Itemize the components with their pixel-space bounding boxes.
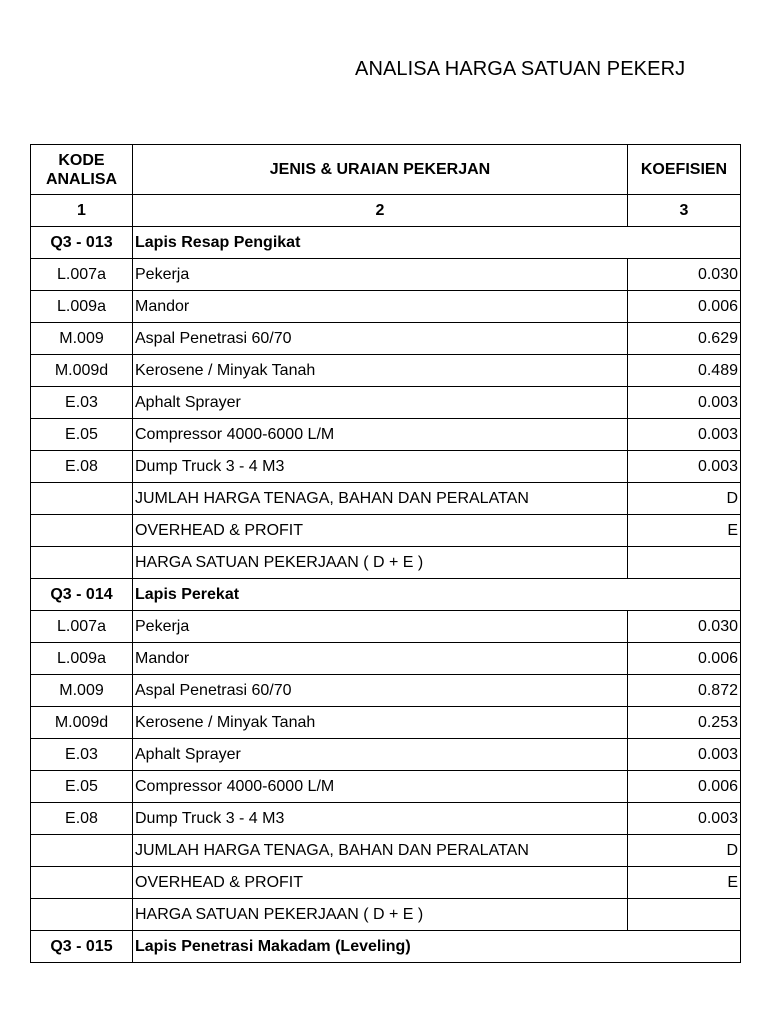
total-row bbox=[31, 867, 741, 899]
item-description: Dump Truck 3 - 4 M3 bbox=[133, 451, 628, 483]
item-description: Aspal Penetrasi 60/70 bbox=[133, 323, 628, 355]
table-row bbox=[31, 451, 741, 483]
total-description: JUMLAH HARGA TENAGA, BAHAN DAN PERALATAN bbox=[133, 835, 628, 867]
table-row bbox=[31, 355, 741, 387]
item-coefficient: 0.030 bbox=[628, 611, 741, 643]
column-number-2: 2 bbox=[133, 195, 628, 227]
item-description: Dump Truck 3 - 4 M3 bbox=[133, 803, 628, 835]
analysis-table-body bbox=[31, 145, 741, 963]
item-description: Kerosene / Minyak Tanah bbox=[133, 355, 628, 387]
item-coefficient: 0.006 bbox=[628, 771, 741, 803]
item-coefficient: 0.030 bbox=[628, 259, 741, 291]
header-koefisien: KOEFISIEN bbox=[628, 145, 741, 195]
item-coefficient: 0.003 bbox=[628, 451, 741, 483]
item-coefficient: 0.003 bbox=[628, 739, 741, 771]
item-code: L.009a bbox=[31, 643, 133, 675]
section-header-row bbox=[31, 579, 741, 611]
item-coefficient: 0.489 bbox=[628, 355, 741, 387]
item-code: L.007a bbox=[31, 611, 133, 643]
page-title: ANALISA HARGA SATUAN PEKERJ bbox=[355, 58, 686, 80]
item-description: Pekerja bbox=[133, 259, 628, 291]
total-mark bbox=[628, 547, 741, 579]
item-code: E.05 bbox=[31, 419, 133, 451]
header-kode-line2: ANALISA bbox=[45, 170, 118, 188]
table-row bbox=[31, 419, 741, 451]
table-row bbox=[31, 803, 741, 835]
total-description: HARGA SATUAN PEKERJAAN ( D + E ) bbox=[133, 899, 628, 931]
item-coefficient: 0.006 bbox=[628, 291, 741, 323]
table-row bbox=[31, 387, 741, 419]
item-coefficient: 0.872 bbox=[628, 675, 741, 707]
total-row bbox=[31, 515, 741, 547]
item-code: M.009d bbox=[31, 355, 133, 387]
item-code: E.08 bbox=[31, 803, 133, 835]
total-code-empty bbox=[31, 483, 133, 515]
section-header-row bbox=[31, 931, 741, 963]
table-row bbox=[31, 675, 741, 707]
table-row bbox=[31, 291, 741, 323]
total-code-empty bbox=[31, 867, 133, 899]
item-description: Pekerja bbox=[133, 611, 628, 643]
section-name: Lapis Resap Pengikat bbox=[133, 227, 741, 259]
header-jenis: JENIS & URAIAN PEKERJAN bbox=[133, 145, 628, 195]
item-coefficient: 0.003 bbox=[628, 387, 741, 419]
item-description: Mandor bbox=[133, 291, 628, 323]
total-mark: E bbox=[628, 867, 741, 899]
item-description: Compressor 4000-6000 L/M bbox=[133, 771, 628, 803]
item-coefficient: 0.003 bbox=[628, 419, 741, 451]
item-code: L.009a bbox=[31, 291, 133, 323]
item-code: E.03 bbox=[31, 739, 133, 771]
total-row bbox=[31, 899, 741, 931]
table-row bbox=[31, 707, 741, 739]
total-mark: D bbox=[628, 835, 741, 867]
item-description: Aphalt Sprayer bbox=[133, 739, 628, 771]
total-row bbox=[31, 547, 741, 579]
total-description: OVERHEAD & PROFIT bbox=[133, 515, 628, 547]
item-coefficient: 0.003 bbox=[628, 803, 741, 835]
total-description: OVERHEAD & PROFIT bbox=[133, 867, 628, 899]
table-header-row bbox=[31, 145, 741, 195]
section-name: Lapis Perekat bbox=[133, 579, 741, 611]
total-mark: E bbox=[628, 515, 741, 547]
total-code-empty bbox=[31, 547, 133, 579]
item-code: E.08 bbox=[31, 451, 133, 483]
item-description: Kerosene / Minyak Tanah bbox=[133, 707, 628, 739]
item-code: L.007a bbox=[31, 259, 133, 291]
analysis-table bbox=[30, 144, 741, 963]
item-code: E.03 bbox=[31, 387, 133, 419]
table-row bbox=[31, 611, 741, 643]
section-code: Q3 - 014 bbox=[31, 579, 133, 611]
total-mark: D bbox=[628, 483, 741, 515]
item-code: E.05 bbox=[31, 771, 133, 803]
item-coefficient: 0.253 bbox=[628, 707, 741, 739]
total-code-empty bbox=[31, 515, 133, 547]
item-description: Compressor 4000-6000 L/M bbox=[133, 419, 628, 451]
table-row bbox=[31, 739, 741, 771]
column-number-row bbox=[31, 195, 741, 227]
item-description: Aspal Penetrasi 60/70 bbox=[133, 675, 628, 707]
section-name: Lapis Penetrasi Makadam (Leveling) bbox=[133, 931, 741, 963]
table-row bbox=[31, 323, 741, 355]
item-description: Aphalt Sprayer bbox=[133, 387, 628, 419]
header-kode-line1: KODE bbox=[58, 151, 105, 169]
section-code: Q3 - 015 bbox=[31, 931, 133, 963]
total-code-empty bbox=[31, 899, 133, 931]
column-number-1: 1 bbox=[31, 195, 133, 227]
total-description: JUMLAH HARGA TENAGA, BAHAN DAN PERALATAN bbox=[133, 483, 628, 515]
table-row bbox=[31, 771, 741, 803]
total-mark bbox=[628, 899, 741, 931]
item-description: Mandor bbox=[133, 643, 628, 675]
total-code-empty bbox=[31, 835, 133, 867]
table-row bbox=[31, 643, 741, 675]
item-coefficient: 0.006 bbox=[628, 643, 741, 675]
section-code: Q3 - 013 bbox=[31, 227, 133, 259]
item-coefficient: 0.629 bbox=[628, 323, 741, 355]
item-code: M.009 bbox=[31, 675, 133, 707]
total-row bbox=[31, 835, 741, 867]
section-header-row bbox=[31, 227, 741, 259]
total-row bbox=[31, 483, 741, 515]
item-code: M.009 bbox=[31, 323, 133, 355]
item-code: M.009d bbox=[31, 707, 133, 739]
table-row bbox=[31, 259, 741, 291]
header-kode-analisa bbox=[31, 145, 133, 195]
column-number-3: 3 bbox=[628, 195, 741, 227]
total-description: HARGA SATUAN PEKERJAAN ( D + E ) bbox=[133, 547, 628, 579]
